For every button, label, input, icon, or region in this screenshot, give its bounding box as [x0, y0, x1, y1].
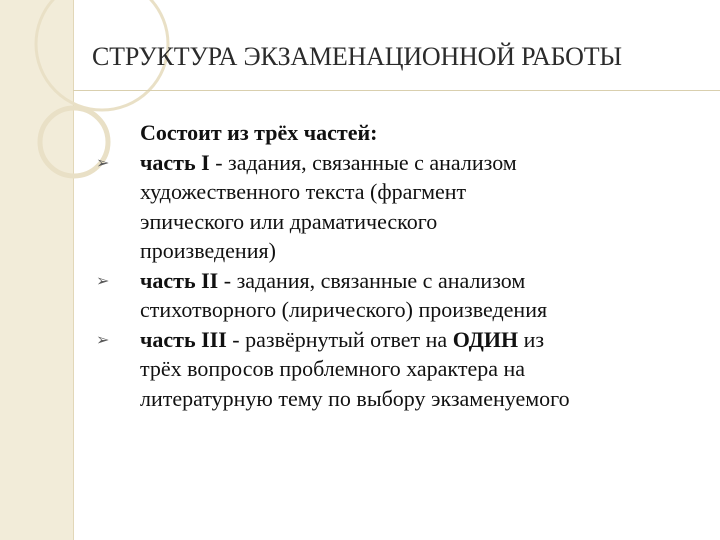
item-text: - развёрнутый ответ на — [226, 326, 453, 352]
part-label: часть III — [140, 326, 227, 352]
emphasis-word: ОДИН — [452, 326, 519, 352]
item-text: из — [518, 326, 545, 352]
decorative-sidebar — [0, 0, 74, 540]
item-line: трёх вопросов проблемного характера на — [140, 356, 526, 381]
arrow-bullet-icon: ➢ — [96, 152, 110, 172]
intro-line: Состоит из трёх частей: — [140, 120, 378, 145]
part-label: часть I — [140, 149, 210, 175]
item-line: произведения) — [140, 238, 276, 263]
part-label: часть II — [140, 267, 219, 293]
list-item-part-3 — [96, 325, 706, 414]
list-item-part-1 — [96, 148, 706, 266]
title-divider — [73, 90, 720, 91]
item-line: художественного текста (фрагмент — [140, 179, 467, 204]
slide-content — [96, 118, 706, 413]
item-line: эпического или драматического — [140, 208, 438, 234]
list-item-part-2 — [96, 266, 706, 325]
item-line: литературную тему по выбору экзаменуемого — [140, 385, 570, 411]
item-line — [140, 325, 706, 355]
item-text: - задания, связанные с анализом — [218, 267, 526, 293]
item-text: - задания, связанные с анализом — [209, 149, 517, 175]
item-line: стихотворного (лирического) произведения — [140, 297, 548, 322]
item-line — [140, 148, 706, 178]
arrow-bullet-icon: ➢ — [96, 270, 110, 290]
arrow-bullet-icon: ➢ — [96, 329, 110, 349]
parts-list — [96, 148, 706, 414]
slide-title: СТРУКТУРА ЭКЗАМЕНАЦИОННОЙ РАБОТЫ — [92, 42, 622, 71]
item-line — [140, 266, 706, 296]
